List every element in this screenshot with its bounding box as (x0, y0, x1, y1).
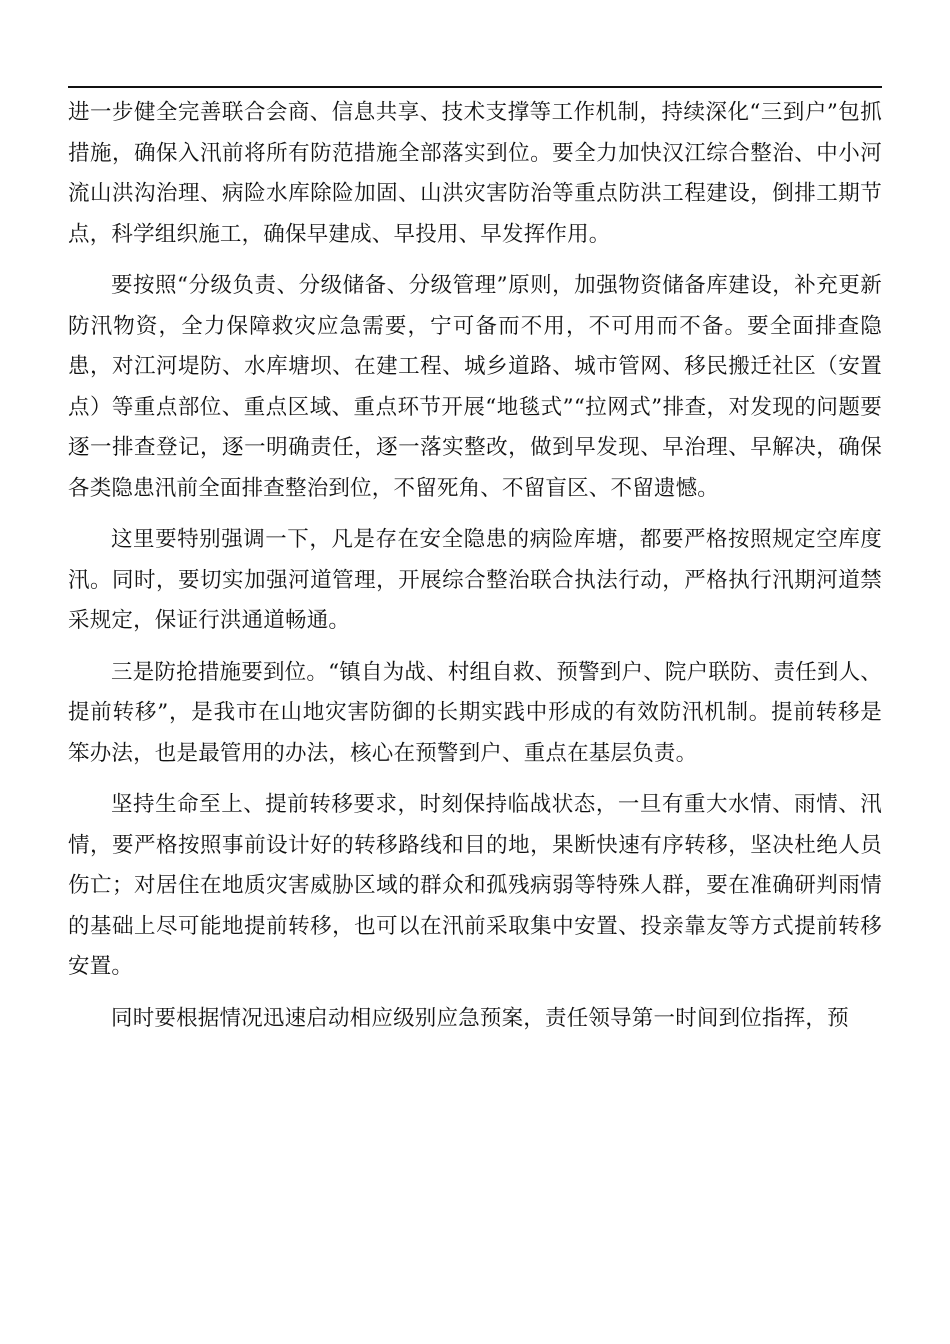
header-rule (68, 86, 882, 88)
paragraph-3: 这里要特别强调一下，凡是存在安全隐患的病险库塘，都要严格按照规定空库度汛。同时，要切实加强河道管理，开展综合整治联合执法行动，严格执行汛期河道禁采规定，保证行洪通道畅通。 (68, 527, 882, 633)
paragraph-5: 坚持生命至上、提前转移要求，时刻保持临战状态，一旦有重大水情、雨情、汛情，要严格按照事前设计好的转移路线和目的地，果断快速有序转移，坚决杜绝人员伤亡；对居住在地质灾害威胁区域的群众和孤残病弱等特殊人群，要在准确研判雨情的基础上尽可能地提前转移，也可以在汛前采取集中安置、投亲靠友等方式提前转移安置。 (68, 792, 882, 979)
paragraph-1: 进一步健全完善联合会商、信息共享、技术支撑等工作机制，持续深化“三到户”包抓措施，确保入汛前将所有防范措施全部落实到位。要全力加快汉江综合整治、中小河流山洪沟治理、病险水库除险加固、山洪灾害防治等重点防洪工程建设，倒排工期节点，科学组织施工，确保早建成、早投用、早发挥作用。 (68, 100, 882, 247)
paragraph-2: 要按照“分级负责、分级储备、分级管理”原则，加强物资储备库建设，补充更新防汛物资，全力保障救灾应急需要，宁可备而不用，不可用而不备。要全面排查隐患，对江河堤防、水库塘坝、在建工程、城乡道路、城市管网、移民搬迁社区（安置点）等重点部位、重点区域、重点环节开展“地毯式”“拉网式”排查，对发现的问题要逐一排查登记，逐一明确责任，逐一落实整改，做到早发现、早治理、早解决，确保各类隐患汛前全面排查整治到位，不留死角、不留盲区、不留遗憾。 (68, 273, 882, 501)
body-text (68, 93, 882, 1050)
paragraph-4: 三是防抢措施要到位。“镇自为战、村组自救、预警到户、院户联防、责任到人、提前转移”，是我市在山地灾害防御的长期实践中形成的有效防汛机制。提前转移是笨办法，也是最管用的办法，核心在预警到户、重点在基层负责。 (68, 659, 882, 766)
paragraph-6: 同时要根据情况迅速启动相应级别应急预案，责任领导第一时间到位指挥，预 (111, 1005, 849, 1031)
